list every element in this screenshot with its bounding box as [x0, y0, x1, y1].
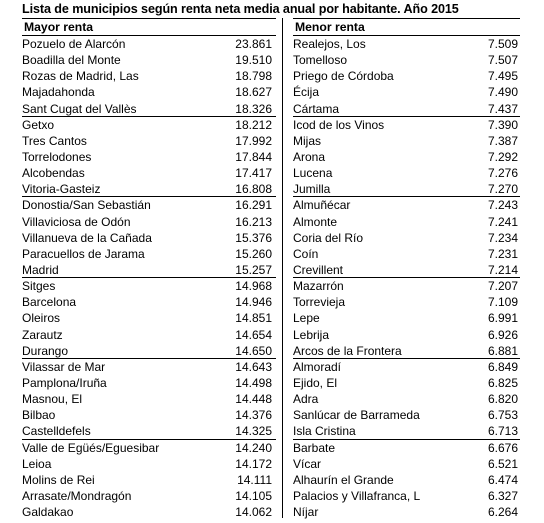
table-row: [293, 197, 520, 213]
municipio-name: Durango: [22, 343, 69, 358]
table-row: [22, 440, 276, 456]
column-divider: [282, 18, 283, 518]
renta-value: 14.643: [235, 359, 272, 374]
table-row: [22, 262, 276, 278]
municipio-name: Lepe: [293, 311, 320, 326]
renta-value: 6.713: [487, 424, 518, 439]
municipio-name: Vilassar de Mar: [22, 359, 106, 374]
municipio-name: Cártama: [293, 101, 340, 116]
renta-value: 7.241: [487, 214, 518, 229]
table-row: [293, 101, 520, 117]
table-row: [22, 84, 276, 100]
table-row: [293, 214, 520, 230]
renta-value: 14.240: [235, 440, 272, 455]
municipio-name: Vícar: [293, 456, 322, 471]
renta-value: 6.881: [487, 343, 518, 358]
municipio-name: Sitges: [22, 279, 56, 294]
renta-value: 6.825: [487, 375, 518, 390]
table-row: [293, 359, 520, 375]
table-row: [293, 327, 520, 343]
table-row: [22, 343, 276, 359]
renta-value: 14.111: [237, 472, 272, 487]
renta-value: 7.276: [487, 166, 518, 181]
renta-value: 7.109: [487, 295, 518, 310]
table-row: [293, 165, 520, 181]
menor-renta-header: Menor renta: [293, 18, 520, 36]
renta-value: 15.376: [235, 230, 272, 245]
renta-value: 17.992: [235, 133, 272, 148]
renta-value: 17.844: [235, 149, 272, 164]
renta-value: 6.264: [487, 505, 518, 520]
municipio-name: Barcelona: [22, 295, 77, 310]
table-row: [293, 488, 520, 504]
municipio-name: Barbate: [293, 440, 336, 455]
renta-value: 7.243: [487, 198, 518, 213]
menor-renta-table: [293, 18, 520, 520]
renta-value: 17.417: [235, 166, 272, 181]
municipio-name: Castelldefels: [22, 424, 91, 439]
renta-value: 7.292: [487, 149, 518, 164]
municipio-name: Galdakao: [22, 505, 74, 520]
page-title: Lista de municipios según renta neta media anual por habitante. Año 2015: [22, 2, 459, 16]
municipio-name: Lucena: [293, 166, 333, 181]
renta-value: 14.325: [235, 424, 272, 439]
renta-value: 14.448: [235, 392, 272, 407]
municipio-name: Jumilla: [293, 182, 331, 197]
table-row: [293, 440, 520, 456]
menor-renta-rows: [293, 36, 520, 520]
table-row: [293, 456, 520, 472]
municipio-name: Alhaurín el Grande: [293, 472, 394, 487]
renta-value: 7.507: [487, 53, 518, 68]
table-row: [22, 68, 276, 84]
municipio-name: Ejido, El: [293, 375, 338, 390]
table-row: [293, 278, 520, 294]
municipio-name: Priego de Córdoba: [293, 69, 394, 84]
table-row: [293, 52, 520, 68]
renta-value: 18.627: [235, 85, 272, 100]
renta-value: 6.676: [487, 440, 518, 455]
table-row: [293, 149, 520, 165]
municipio-name: Villanueva de la Cañada: [22, 230, 152, 245]
table-row: [22, 181, 276, 197]
table-row: [22, 230, 276, 246]
municipio-name: Sanlúcar de Barrameda: [293, 408, 420, 423]
municipio-name: Donostia/San Sebastián: [22, 198, 151, 213]
municipio-name: Sant Cugat del Vallès: [22, 101, 137, 116]
renta-value: 7.390: [487, 117, 518, 132]
renta-value: 6.327: [487, 488, 518, 503]
table-row: [22, 375, 276, 391]
municipio-name: Molins de Rei: [22, 472, 95, 487]
renta-value: 7.490: [487, 85, 518, 100]
renta-value: 14.376: [235, 408, 272, 423]
table-row: [22, 52, 276, 68]
municipio-name: Mijas: [293, 133, 322, 148]
table-row: [293, 246, 520, 262]
municipio-name: Torrelodones: [22, 149, 92, 164]
renta-value: 15.257: [235, 262, 272, 277]
municipio-name: Écija: [293, 85, 320, 100]
mayor-renta-header: Mayor renta: [22, 18, 276, 36]
renta-value: 6.753: [487, 408, 518, 423]
table-row: [22, 359, 276, 375]
municipio-name: Crevillent: [293, 262, 344, 277]
table-row: [293, 294, 520, 310]
renta-value: 23.861: [235, 37, 272, 51]
renta-value: 18.798: [235, 69, 272, 84]
municipio-name: Leioa: [22, 456, 52, 471]
table-row: [22, 456, 276, 472]
municipio-name: Boadilla del Monte: [22, 53, 121, 68]
municipio-name: Adra: [293, 392, 319, 407]
table-row: [22, 214, 276, 230]
municipio-name: Tres Cantos: [22, 133, 87, 148]
renta-value: 18.212: [235, 117, 272, 132]
municipio-name: Lebrija: [293, 327, 330, 342]
municipio-name: Madrid: [22, 262, 59, 277]
table-row: [293, 181, 520, 197]
municipio-name: Arcos de la Frontera: [293, 343, 402, 358]
table-row: [293, 310, 520, 326]
municipio-name: Pozuelo de Alarcón: [22, 37, 126, 51]
municipio-name: Villaviciosa de Odón: [22, 214, 131, 229]
renta-value: 6.849: [487, 359, 518, 374]
municipio-name: Arona: [293, 149, 326, 164]
table-row: [22, 488, 276, 504]
municipio-name: Zarautz: [22, 327, 63, 342]
renta-value: 7.270: [487, 182, 518, 197]
table-row: [22, 407, 276, 423]
municipio-name: Valle de Egüés/Eguesibar: [22, 440, 160, 455]
municipio-name: Realejos, Los: [293, 37, 366, 51]
renta-value: 14.498: [235, 375, 272, 390]
mayor-renta-rows: [22, 36, 276, 520]
renta-value: 6.926: [487, 327, 518, 342]
municipio-name: Paracuellos de Jarama: [22, 246, 145, 261]
municipio-name: Majadahonda: [22, 85, 95, 100]
renta-value: 7.509: [487, 37, 518, 51]
table-row: [22, 472, 276, 488]
table-row: [293, 407, 520, 423]
renta-value: 14.946: [235, 295, 272, 310]
table-row: [22, 117, 276, 133]
table-row: [22, 133, 276, 149]
renta-value: 6.521: [487, 456, 518, 471]
renta-value: 6.820: [487, 392, 518, 407]
table-row: [293, 343, 520, 359]
renta-value: 15.260: [235, 246, 272, 261]
renta-value: 14.968: [235, 279, 272, 294]
table-row: [22, 149, 276, 165]
municipio-name: Masnou, El: [22, 392, 83, 407]
renta-value: 7.231: [487, 246, 518, 261]
municipio-name: Palacios y Villafranca, L: [293, 488, 421, 503]
table-row: [293, 504, 520, 520]
renta-value: 7.495: [487, 69, 518, 84]
table-row: [293, 375, 520, 391]
renta-value: 14.105: [235, 488, 272, 503]
table-row: [22, 310, 276, 326]
renta-value: 7.214: [487, 262, 518, 277]
table-row: [293, 262, 520, 278]
renta-value: 16.291: [235, 198, 272, 213]
municipio-name: Arrasate/Mondragón: [22, 488, 132, 503]
municipio-name: Torrevieja: [293, 295, 346, 310]
table-row: [293, 68, 520, 84]
municipio-name: Rozas de Madrid, Las: [22, 69, 139, 84]
table-row: [293, 84, 520, 100]
municipio-name: Tomelloso: [293, 53, 348, 68]
municipio-name: Vitoria-Gasteiz: [22, 182, 101, 197]
table-row: [293, 423, 520, 439]
mayor-renta-table: [22, 18, 276, 520]
municipio-name: Oleiros: [22, 311, 61, 326]
table-row: [22, 423, 276, 439]
renta-value: 16.808: [235, 182, 272, 197]
municipio-name: Níjar: [293, 505, 319, 520]
table-row: [293, 391, 520, 407]
municipio-name: Getxo: [22, 117, 55, 132]
renta-value: 7.234: [487, 230, 518, 245]
renta-value: 16.213: [235, 214, 272, 229]
municipio-name: Coria del Río: [293, 230, 364, 245]
municipio-name: Icod de los Vinos: [293, 117, 385, 132]
renta-value: 14.851: [235, 311, 272, 326]
table-row: [293, 133, 520, 149]
table-row: [293, 230, 520, 246]
table-row: [293, 117, 520, 133]
municipio-name: Coín: [293, 246, 319, 261]
table-row: [22, 294, 276, 310]
municipio-name: Bilbao: [22, 408, 56, 423]
table-row: [293, 472, 520, 488]
renta-value: 14.172: [235, 456, 272, 471]
table-row: [22, 246, 276, 262]
renta-value: 14.654: [235, 327, 272, 342]
table-row: [22, 101, 276, 117]
municipio-name: Pamplona/Iruña: [22, 375, 107, 390]
renta-value: 7.387: [487, 133, 518, 148]
municipio-name: Isla Cristina: [293, 424, 356, 439]
renta-value: 19.510: [235, 53, 272, 68]
table-row: [22, 278, 276, 294]
table-row: [22, 327, 276, 343]
renta-value: 18.326: [235, 101, 272, 116]
renta-value: 6.991: [487, 311, 518, 326]
table-row: [22, 36, 276, 52]
municipio-name: Alcobendas: [22, 166, 85, 181]
municipio-name: Almonte: [293, 214, 338, 229]
municipio-name: Almuñécar: [293, 198, 351, 213]
table-row: [22, 197, 276, 213]
renta-value: 7.207: [487, 279, 518, 294]
renta-value: 14.650: [235, 343, 272, 358]
renta-value: 7.437: [487, 101, 518, 116]
table-row: [22, 504, 276, 520]
table-row: [293, 36, 520, 52]
municipio-name: Mazarrón: [293, 279, 344, 294]
municipio-name: Almoradí: [293, 359, 342, 374]
table-row: [22, 165, 276, 181]
table-row: [22, 391, 276, 407]
renta-value: 14.062: [235, 505, 272, 520]
renta-value: 6.474: [487, 472, 518, 487]
